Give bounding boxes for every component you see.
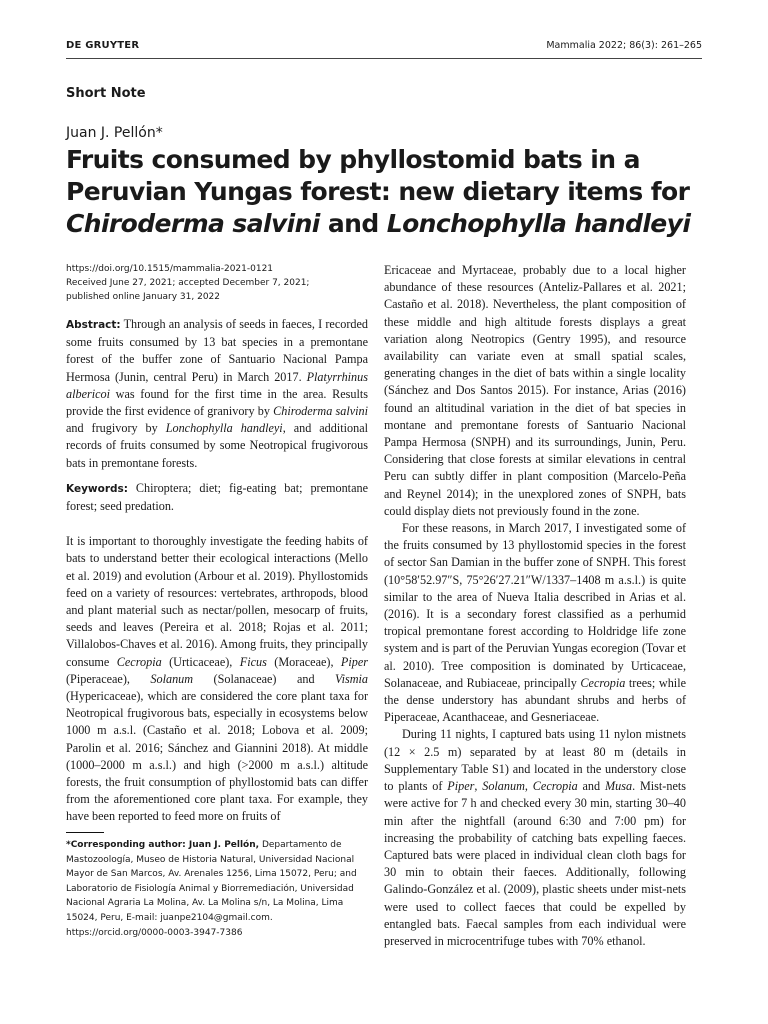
abstract [66, 316, 368, 472]
published-date: published online January 31, 2022 [66, 292, 221, 302]
body-text: (Urticaceae), [161, 654, 240, 669]
genus-name: Solanum [150, 671, 194, 686]
genus-name: Cecropia [532, 779, 578, 794]
abstract-label: Abstract: [66, 319, 121, 331]
body-text: (Moraceae), [266, 654, 341, 669]
body-text: (Hypericaceae), which are considered the core plant taxa for Neotropical frugivorous bats, especially in ecosystems below 1000 m a.s.l. (Castaño et al. 2018; Lobova et al. 2009; Parolin et al. 2016; Sánchez and Giannini 2018). At middle (1000–2000 m a.s.l.) and high (>2000 m a.s.l.) altitude forests, the fruit consumption of phyllostomid bats can differ from the aforementioned core plant taxa. For example, they have been reported to feed more on fruits of [66, 689, 368, 824]
title-line-2: Peruvian Yungas forest: new dietary items for [66, 177, 690, 206]
body-paragraph [384, 726, 686, 950]
body-text: (Solanaceae) and [193, 671, 336, 686]
body-text: For these reasons, in March 2017, I investigated some of the fruits consumed by 13 phyllostomid species in the forest of sector San Damian in the buffer zone of SNPH. This forest (10°58′52.97″S, 75°26′27.21″W/1337–1408 m a.s.l.) is quite similar to the area of Nueva Italia described in Arias et al. (2016). It is a secondary forest classified as a perhumid tropical premontane forest according to Holdridge life zone system and is part of the Peruvian Yungas ecoregion (Tovar et al. 2010). Tree composition is dominated by Urticaceae, Solanaceae, and Rubiaceae, principally [384, 521, 686, 690]
body-text: , [474, 779, 483, 794]
title-species-1: Chiroderma salvini [66, 209, 320, 238]
genus-name: Ficus [239, 654, 267, 669]
genus-name: Musa [604, 779, 633, 794]
footnote-label: *Corresponding author: Juan J. Pellón, [66, 840, 260, 850]
article-metadata [66, 262, 368, 304]
genus-name: Piper [340, 654, 368, 669]
abstract-text: was found for the first time in the area. Results provide the first evidence of granivory by [66, 386, 368, 419]
title-conjunction: and [319, 209, 387, 238]
body-text: and [577, 779, 605, 794]
genus-name: Cecropia [580, 675, 626, 690]
footnote-text: Departamento de Mastozoología, Museo de Historia Natural, Universidad Nacional Mayor de San Marcos, Av. Arenales 1256, Lima 15072, Peru; and Laboratorio de Fisiología Animal y Biorremediación, Universidad Nacional Agraria La Molina, Av. La Molina s/n, La Molina, Lima 15024, Peru, E-mail: juanpe2104@gmail.com. [66, 840, 357, 923]
title-line-3 [66, 208, 706, 240]
article-title [66, 144, 706, 240]
left-column [66, 262, 368, 826]
title-species-2: Lonchophylla handleyi [386, 209, 691, 238]
footnote-divider [66, 832, 104, 833]
genus-name: Piper [447, 779, 475, 794]
title-line-1: Fruits consumed by phyllostomid bats in a [66, 145, 640, 174]
body-paragraph: Ericaceae and Myrtaceae, probably due to a local higher abundance of these resources (Anteliz-Pallares et al. 2021; Castaño et al. 2018). Nevertheless, the plant composition of these middle and high altitude forests displays a great variation along Neotropics (Gentry 1995), and resource availability can variate even at small spatial scales, generating changes in the diet of bats within a single locality (Sánchez and Dos Santos 2015). For instance, Arias (2016) found an altitudinal variation in the diet of bat species in montane and premontane forests of Santuario Nacional Pampa Hermosa (SNPH) and its surroundings, Junin, Peru. Considering that close forests at similar elevations in central Peru can subtly differ in plant composition (Marcelo-Peña and Reynel 2014); in the unexplored zones of SNPH, bats could display diets not previously found in the zone. [384, 263, 686, 518]
corresponding-author-footnote [66, 838, 368, 940]
body-text: , [524, 779, 533, 794]
keywords [66, 480, 368, 515]
genus-name: Solanum [482, 779, 525, 794]
species-name: Platyrrhinus albericoi [66, 369, 368, 401]
genus-name: Cecropia [116, 654, 162, 669]
article-section: Short Note [66, 86, 146, 101]
abstract-text: and frugivory by [66, 421, 166, 436]
doi-link[interactable]: https://doi.org/10.1515/mammalia-2021-0121 [66, 264, 274, 274]
body-text: During 11 nights, I captured bats using 11 nylon mistnets (12 × 2.5 m) separated by at least 80 m (details in Supplementary Table S1) and located in the understory close to plants of [384, 727, 686, 794]
author-name: Juan J. Pellón* [66, 125, 163, 141]
abstract-text: , and additional records of fruits consumed by some Neotropical frugivorous bats in premontane forests. [66, 421, 368, 470]
keywords-label: Keywords: [66, 482, 128, 495]
body-text: It is important to thoroughly investigate the feeding habits of bats to understand better their ecological interactions (Mello et al. 2019) and evolution (Arbour et al. 2019). Phyllostomids feed on a variety of resources: vertebrates, arthropods, blood and plant material such as nectar/pollen, mesocarp of fruits, seeds and leaves (Pereira et al. 2018; Rojas et al. 2011; Villalobos-Chaves et al. 2016). Among fruits, they principally consume [66, 534, 368, 669]
header-divider [66, 58, 702, 59]
body-text: (Piperaceae), [66, 671, 151, 686]
orcid-link[interactable]: https://orcid.org/0000-0003-3947-7386 [66, 927, 243, 938]
abstract-text: Through an analysis of seeds in faeces, I recorded some fruits consumed by 13 bat species in a premontane forest of the buffer zone of Santuario Nacional Pampa Hermosa (Junin, central Peru) in March 2017. [66, 317, 368, 384]
species-name: Lonchophylla handleyi [165, 421, 283, 436]
journal-reference: Mammalia 2022; 86(3): 261–265 [546, 40, 702, 51]
genus-name: Vismia [335, 671, 368, 686]
keywords-text: Chiroptera; diet; fig-eating bat; premontane forest; seed predation. [66, 480, 368, 514]
right-column [384, 262, 686, 950]
body-text: . Mist-nets were active for 7 h and checked every 30 min, starting 30–40 min after the nightfall (around 6:30 and 7:00 pm) for increasing the probability of catching bats expelling faeces. Captured bats were placed in individual clean cloth bags for 30 min to obtain their faeces. Additionally, following Galindo-González et al. (2009), plastic sheets under mist-nets were used to collect faeces that could be expelled by entangled bats. Faecal samples from each individual were preserved in microcentrifuge tubes with 70% ethanol. [384, 779, 686, 948]
publisher-name: DE GRUYTER [66, 40, 140, 51]
species-name: Chiroderma salvini [273, 404, 369, 419]
body-paragraph [384, 520, 686, 726]
body-text: trees; while the dense understory has abundant shrubs and herbs of Piperaceae, Acanthaceae, and Gesneriaceae. [384, 675, 686, 725]
received-dates: Received June 27, 2021; accepted December 7, 2021; [66, 278, 310, 288]
body-paragraph [66, 533, 368, 825]
